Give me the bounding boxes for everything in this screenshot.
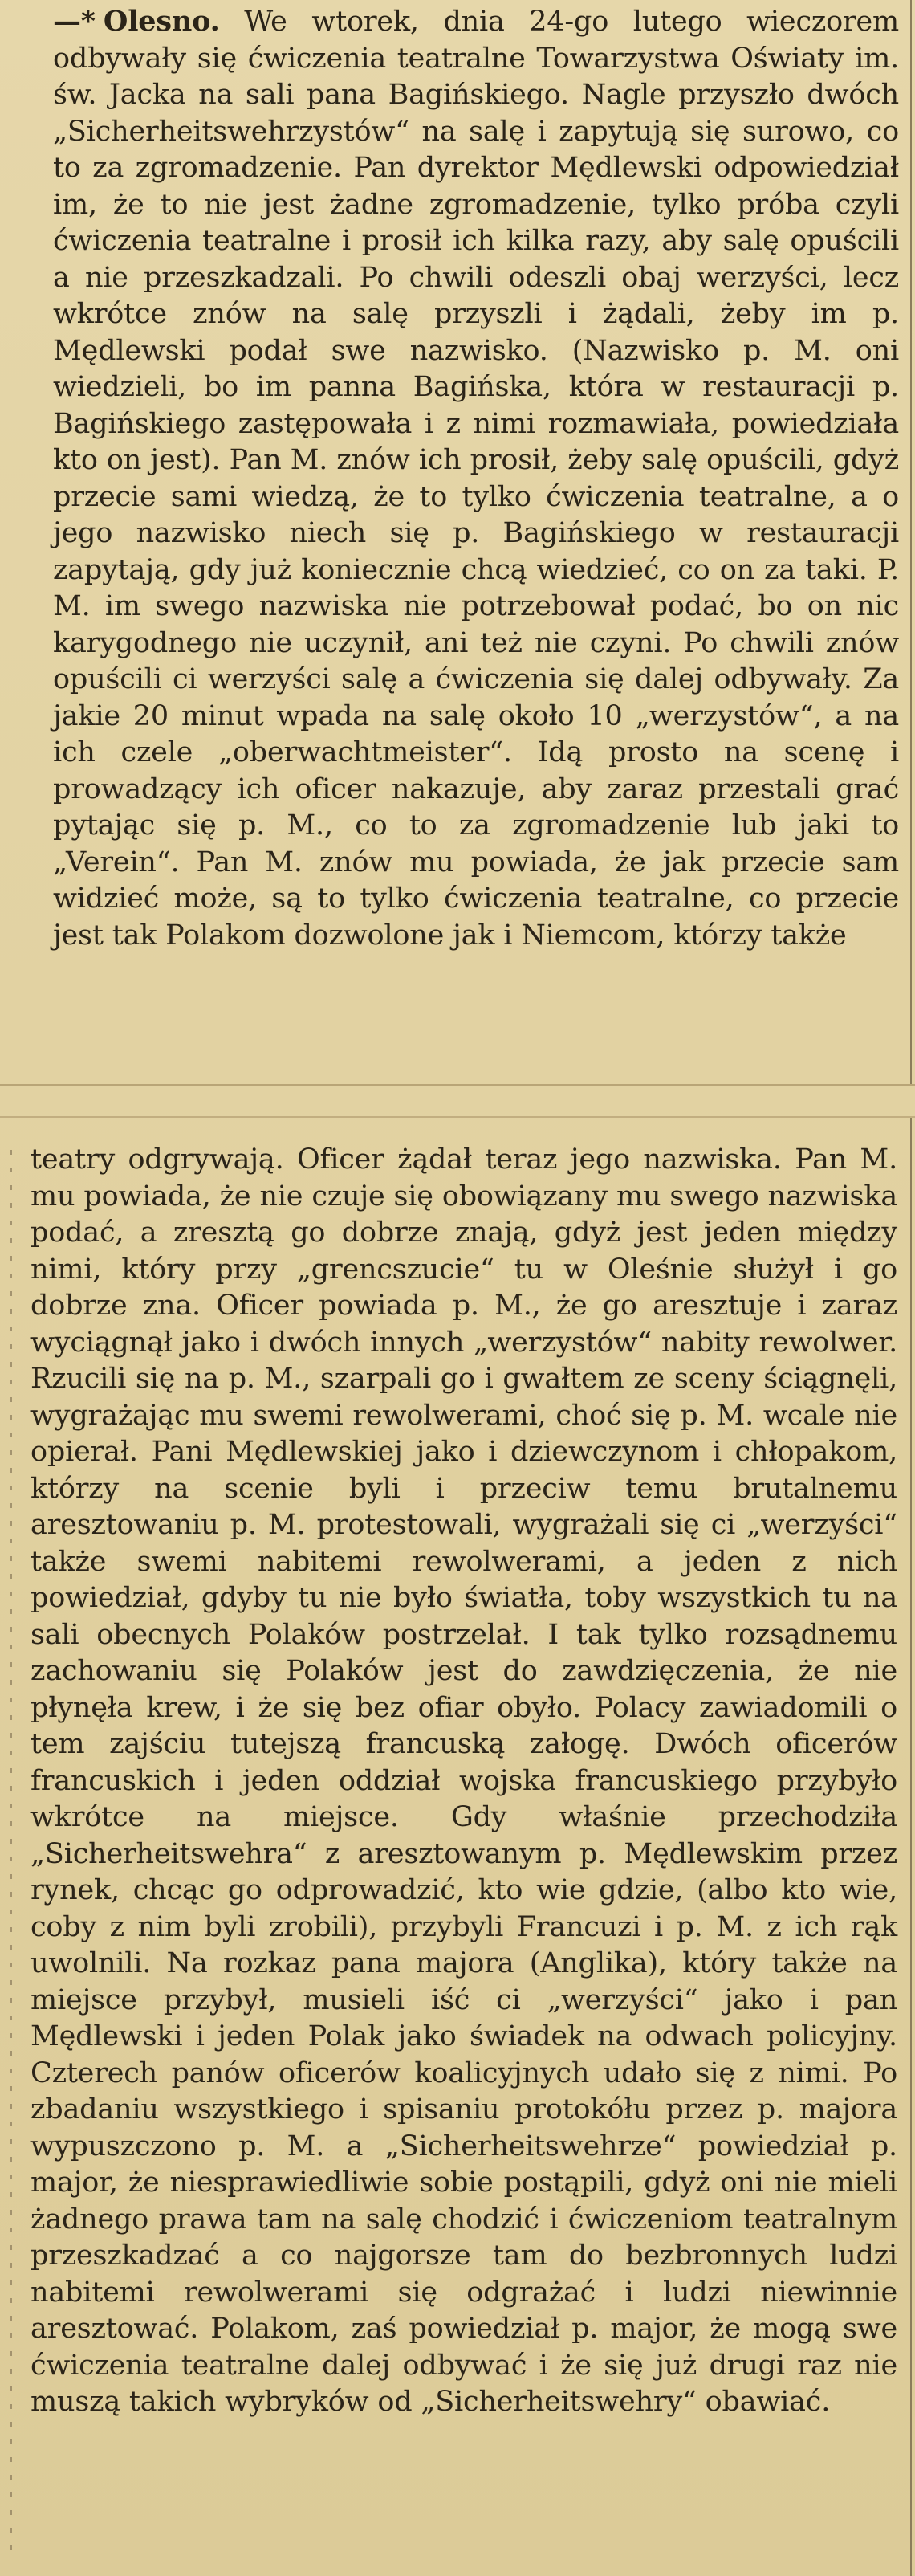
article-column-bottom bbox=[31, 1142, 897, 2421]
column-rule bbox=[910, 0, 912, 1084]
article-paragraph-bottom: teatry odgrywają. Oficer żądał teraz jego nazwiska. Pan M. mu powiada, że nie czuje się obowiązany mu swego nazwiska podać, a zresztą go dobrze znają, gdyż jest jeden między nimi, który przy „grencszucie“ tu w Oleśnie służył i go dobrze zna. Oficer powiada p. M., że go aresztuje i zaraz wyciągnął jako i dwóch innych „werzystów“ nabity rewolwer. Rzucili się na p. M., szarpali go i gwałtem ze sceny ściągnęli, wygrażając mu swemi rewolwerami, choć się p. M. wcale nie opierał. Pani Mędlewskiej jako i dziewczynom i chłopakom, którzy na scenie byli i przeciw temu brutalnemu aresztowaniu p. M. protestowali, wygrażali się ci „werzyści“ także swemi nabitemi rewolwerami, a jeden z nich powiedział, gdyby tu nie było światła, toby wszystkich tu na sali obecnych Polaków postrzelał. I tak tylko rozsądnemu zachowaniu się Polaków jest do zawdzięczenia, że nie płynęła krew, i że się bez ofiar obyło. Polacy zawiadomili o tem zajściu tutejszą francuską załogę. Dwóch oficerów francuskich i jeden oddział wojska francuskiego przybyło wkrótce na miejsce. Gdy właśnie przechodziła „Sicherheitswehra“ z aresztowanym p. Mędlewskim przez rynek, chcąc go odprowadzić, kto wie gdzie, (albo kto wie, coby z nim byli zrobili), przybyli Francuzi i p. M. z ich rąk uwolnili. Na rozkaz pana majora (Anglika), który także na miejsce przybył, musieli iść ci „werzyści“ jako i pan Mędlewski i jeden Polak jako świadek na odwach policyjny. Czterech panów oficerów koalicyjnych udało się z nimi. Po zbadaniu wszystkiego i spisaniu protokółu przez p. majora wypuszczono p. M. a „Sicherheitswehrze“ powiedział p. major, że niesprawiedliwie sobie postąpili, gdyż oni nie mieli żadnego prawa tam na salę chodzić i ćwiczeniom teatralnym przeszkadzać a co najgorsze tam do bezbronnych ludzi nabitemi rewolwerami się odgrażać i ludzi niewinnie aresztować. Polakom, zaś powiedział p. major, że mogą swe ćwiczenia teatralne dalej odbywać i że się już drugi raz nie muszą takich wybryków od „Sicherheitswehry“ obawiać. bbox=[31, 1143, 897, 2418]
article-clipping-top bbox=[0, 0, 915, 1086]
article-clipping-bottom bbox=[0, 1116, 915, 2576]
article-paragraph-top bbox=[53, 3, 899, 954]
margin-rule bbox=[10, 1150, 12, 2563]
article-column-top bbox=[53, 3, 899, 954]
dateline-place: Olesno. bbox=[103, 5, 220, 38]
article-text-top: We wtorek, dnia 24-go lutego wieczorem odbywały się ćwiczenia teatralne Towarzystwa Oświaty im. św. Jacka na sali pana Bagińskiego. Nagle przyszło dwóch „Sicherheitswehrzystów“ na salę i zapytują się surowo, co to za zgromadzenie. Pan dyrektor Mędlewski odpowiedział im, że to nie jest żadne zgromadzenie, tylko próba czyli ćwiczenia teatralne i prosił ich kilka razy, aby salę opuścili a nie przeszkadzali. Po chwili odeszli obaj werzyści, lecz wkrótce znów na salę przyszli i żądali, żeby im p. Mędlewski podał swe nazwisko. (Nazwisko p. M. oni wiedzieli, bo im panna Bagińska, która w restauracji p. Bagińskiego zastępowała i z nimi rozmawiała, powiedziała kto on jest). Pan M. znów ich prosił, żeby salę opuścili, gdyż przecie sami wiedzą, że to tylko ćwiczenia teatralne, a o jego nazwisko niech się p. Bagińskiego w restauracji zapytają, gdy już koniecznie chcą wiedzieć, co on za taki. P. M. im swego nazwiska nie potrzebował podać, bo on nic karygodnego nie uczynił, ani też nie czyni. Po chwili znów opuścili ci werzyści salę a ćwiczenia się dalej odbywały. Za jakie 20 minut wpada na salę około 10 „werzystów“, a na ich czele „oberwachtmeister“. Idą prosto na scenę i prowadzący ich oficer nakazuje, aby zaraz przestali grać pytając się p. M., co to za zgromadzenie lub jaki to „Verein“. Pan M. znów mu powiada, że jak przecie sam widzieć może, są to tylko ćwiczenia teatralne, co przecie jest tak Polakom dozwolone jak i Niemcom, którzy także bbox=[53, 6, 899, 952]
column-rule bbox=[910, 1118, 912, 2576]
lead-mark: —* bbox=[53, 5, 96, 38]
